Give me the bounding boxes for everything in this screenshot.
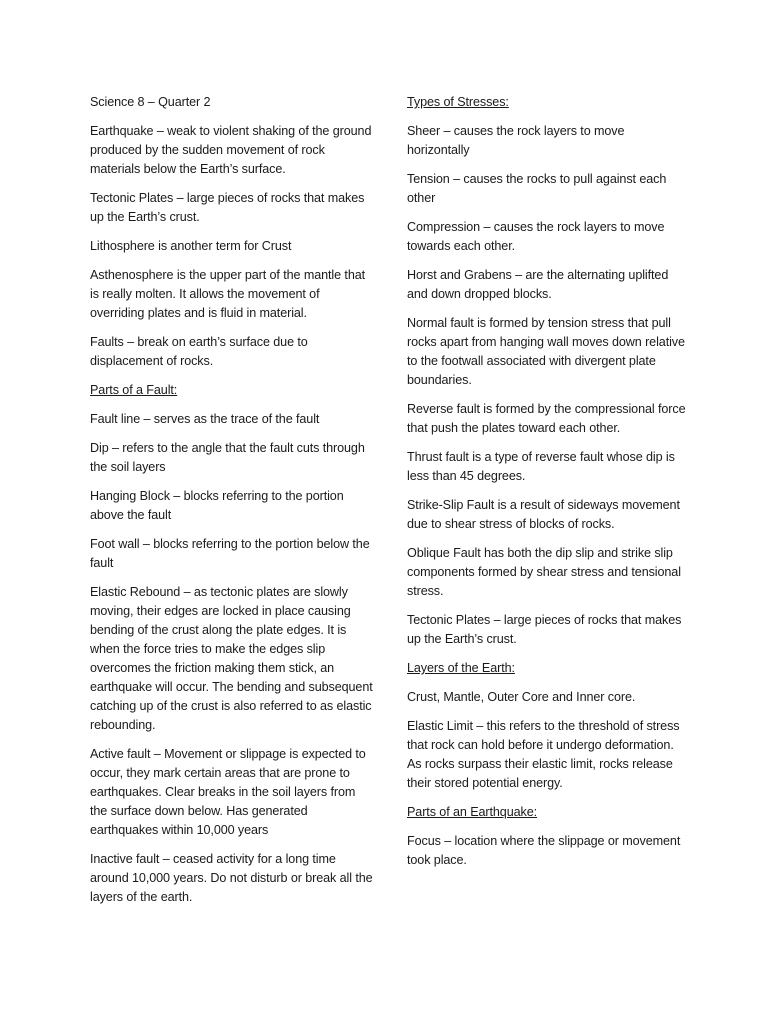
- inactive-fault-definition: Inactive fault – ceased activity for a long time around 10,000 years. Do not disturb or break all the layers of the earth.: [90, 852, 373, 904]
- foot-wall-definition: Foot wall – blocks referring to the portion below the fault: [90, 537, 370, 570]
- types-of-stresses-heading: Types of Stresses:: [407, 95, 509, 109]
- left-column: [90, 93, 375, 917]
- focus-definition: Focus – location where the slippage or movement took place.: [407, 834, 681, 867]
- tectonic-plates-repeat: Tectonic Plates – large pieces of rocks that makes up the Earth’s crust.: [407, 613, 682, 646]
- lithosphere-definition: Lithosphere is another term for Crust: [90, 239, 292, 253]
- thrust-fault-definition: Thrust fault is a type of reverse fault whose dip is less than 45 degrees.: [407, 450, 675, 483]
- normal-fault-definition: Normal fault is formed by tension stress that pull rocks apart from hanging wall moves down relative to the footwall associated with divergent plate boundaries.: [407, 316, 685, 387]
- strike-slip-fault-definition: Strike-Slip Fault is a result of sideways movement due to shear stress of blocks of rocks.: [407, 498, 680, 531]
- fault-line-definition: Fault line – serves as the trace of the fault: [90, 412, 320, 426]
- document-title: Science 8 – Quarter 2: [90, 95, 211, 109]
- right-column: [407, 93, 689, 880]
- dip-definition: Dip – refers to the angle that the fault cuts through the soil layers: [90, 441, 365, 474]
- earthquake-definition: Earthquake – weak to violent shaking of the ground produced by the sudden movement of rock materials below the Earth’s surface.: [90, 124, 372, 176]
- tension-definition: Tension – causes the rocks to pull against each other: [407, 172, 667, 205]
- elastic-limit-definition: Elastic Limit – this refers to the threshold of stress that rock can hold before it undergo deformation. As rocks surpass their elastic limit, rocks release their stored potential energy.: [407, 719, 680, 790]
- reverse-fault-definition: Reverse fault is formed by the compressional force that push the plates toward each other.: [407, 402, 686, 435]
- active-fault-definition: Active fault – Movement or slippage is expected to occur, they mark certain areas that are prone to earthquakes. Clear breaks in the soil layers from the surface down below. Has generated earthquakes within 10,000 years: [90, 747, 366, 837]
- faults-definition: Faults – break on earth’s surface due to displacement of rocks.: [90, 335, 308, 368]
- horst-grabens-definition: Horst and Grabens – are the alternating uplifted and down dropped blocks.: [407, 268, 669, 301]
- layers-list: Crust, Mantle, Outer Core and Inner core.: [407, 690, 636, 704]
- sheer-definition: Sheer – causes the rock layers to move horizontally: [407, 124, 625, 157]
- oblique-fault-definition: Oblique Fault has both the dip slip and strike slip components formed by shear stress and tensional stress.: [407, 546, 681, 598]
- asthenosphere-definition: Asthenosphere is the upper part of the mantle that is really molten. It allows the movement of overriding plates and is fluid in material.: [90, 268, 366, 320]
- compression-definition: Compression – causes the rock layers to move towards each other.: [407, 220, 665, 253]
- tectonic-plates-definition: Tectonic Plates – large pieces of rocks that makes up the Earth’s crust.: [90, 191, 365, 224]
- parts-of-fault-heading: Parts of a Fault:: [90, 383, 178, 397]
- parts-of-earthquake-heading: Parts of an Earthquake:: [407, 805, 538, 819]
- hanging-block-definition: Hanging Block – blocks referring to the portion above the fault: [90, 489, 344, 522]
- layers-of-earth-heading: Layers of the Earth:: [407, 661, 515, 675]
- elastic-rebound-definition: Elastic Rebound – as tectonic plates are slowly moving, their edges are locked in place causing bending of the crust along the plate edges. It is when the force tries to make the edges slip overcomes the friction making them stick, an earthquake will occur. The bending and subsequent catching up of the crust is also referred to as elastic rebounding.: [90, 585, 373, 732]
